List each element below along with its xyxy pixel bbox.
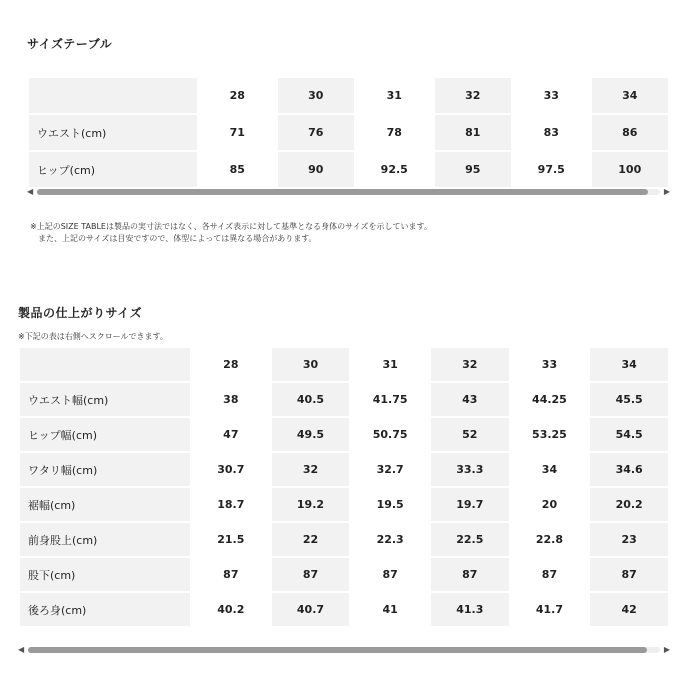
value-cell: 87: [510, 557, 590, 592]
table-row: [19, 417, 669, 452]
size-header-cell: 28: [191, 347, 271, 382]
row-label: ヒップ幅(cm): [19, 417, 191, 452]
value-cell: 95: [434, 151, 513, 188]
value-cell: 50.75: [350, 417, 430, 452]
corner-cell: [19, 347, 191, 382]
value-cell: 78: [355, 114, 434, 151]
value-cell: 19.7: [430, 487, 510, 522]
scrollbar-track[interactable]: [37, 189, 660, 195]
size-table-scrollbar[interactable]: [27, 187, 670, 197]
value-cell: 40.5: [271, 382, 351, 417]
value-cell: 85: [198, 151, 277, 188]
scroll-note: ※下記の表は右側へスクロールできます。: [18, 332, 168, 341]
table-row: [19, 557, 669, 592]
table-row: [28, 151, 669, 188]
value-cell: 97.5: [512, 151, 591, 188]
value-cell: 30.7: [191, 452, 271, 487]
size-table-notes: [30, 221, 432, 245]
value-cell: 42: [589, 592, 669, 627]
value-cell: 22: [271, 522, 351, 557]
row-label: 股下(cm): [19, 557, 191, 592]
value-cell: 52: [430, 417, 510, 452]
value-cell: 54.5: [589, 417, 669, 452]
scrollbar-track[interactable]: [28, 647, 660, 653]
value-cell: 41: [350, 592, 430, 627]
table-row: [19, 522, 669, 557]
size-header-cell: 32: [430, 347, 510, 382]
size-header-cell: 32: [434, 77, 513, 114]
value-cell: 32: [271, 452, 351, 487]
value-cell: 34: [510, 452, 590, 487]
value-cell: 18.7: [191, 487, 271, 522]
value-cell: 44.25: [510, 382, 590, 417]
row-label: ウエスト(cm): [28, 114, 198, 151]
row-label: ヒップ(cm): [28, 151, 198, 188]
value-cell: 22.5: [430, 522, 510, 557]
value-cell: 92.5: [355, 151, 434, 188]
value-cell: 87: [430, 557, 510, 592]
value-cell: 33.3: [430, 452, 510, 487]
value-cell: 22.3: [350, 522, 430, 557]
row-label: 後ろ身(cm): [19, 592, 191, 627]
value-cell: 34.6: [589, 452, 669, 487]
value-cell: 87: [271, 557, 351, 592]
table-row: [19, 382, 669, 417]
size-header-cell: 31: [355, 77, 434, 114]
finished-size-title: 製品の仕上がりサイズ: [18, 306, 143, 320]
scroll-left-icon[interactable]: ◀: [27, 187, 34, 196]
value-cell: 87: [589, 557, 669, 592]
value-cell: 40.7: [271, 592, 351, 627]
value-cell: 86: [591, 114, 670, 151]
size-header-cell: 34: [591, 77, 670, 114]
value-cell: 41.7: [510, 592, 590, 627]
scroll-left-icon[interactable]: ◀: [18, 645, 25, 654]
scrollbar-thumb[interactable]: [28, 647, 647, 653]
value-cell: 22.8: [510, 522, 590, 557]
value-cell: 87: [191, 557, 271, 592]
row-label: 前身股上(cm): [19, 522, 191, 557]
row-label: 裾幅(cm): [19, 487, 191, 522]
scroll-right-icon[interactable]: ▶: [663, 645, 670, 654]
size-header-cell: 31: [350, 347, 430, 382]
row-label: ワタリ幅(cm): [19, 452, 191, 487]
scroll-right-icon[interactable]: ▶: [663, 187, 670, 196]
size-table-title: サイズテーブル: [27, 37, 113, 51]
corner-cell: [28, 77, 198, 114]
value-cell: 32.7: [350, 452, 430, 487]
value-cell: 45.5: [589, 382, 669, 417]
value-cell: 23: [589, 522, 669, 557]
value-cell: 20: [510, 487, 590, 522]
value-cell: 90: [277, 151, 356, 188]
value-cell: 81: [434, 114, 513, 151]
table-row: [19, 592, 669, 627]
value-cell: 41.3: [430, 592, 510, 627]
row-label: ウエスト幅(cm): [19, 382, 191, 417]
size-header-cell: 28: [198, 77, 277, 114]
table-row: [28, 114, 669, 151]
value-cell: 38: [191, 382, 271, 417]
note-line: ※上記のSIZE TABLEは製品の実寸法ではなく、各サイズ表示に対して基準となる身体のサイズを示しています。: [30, 222, 432, 231]
scrollbar-thumb[interactable]: [37, 189, 648, 195]
value-cell: 83: [512, 114, 591, 151]
value-cell: 100: [591, 151, 670, 188]
value-cell: 47: [191, 417, 271, 452]
size-header-cell: 33: [510, 347, 590, 382]
size-header-cell: 34: [589, 347, 669, 382]
value-cell: 49.5: [271, 417, 351, 452]
table-row: [19, 452, 669, 487]
value-cell: 43: [430, 382, 510, 417]
size-header-cell: 30: [271, 347, 351, 382]
finished-table-scrollbar[interactable]: [18, 645, 670, 655]
size-header-cell: 33: [512, 77, 591, 114]
value-cell: 20.2: [589, 487, 669, 522]
size-header-cell: 30: [277, 77, 356, 114]
finished-size-table: [18, 346, 670, 628]
header-row: [28, 77, 669, 114]
value-cell: 41.75: [350, 382, 430, 417]
header-row: [19, 347, 669, 382]
value-cell: 53.25: [510, 417, 590, 452]
value-cell: 71: [198, 114, 277, 151]
note-line: また、上記のサイズは目安ですので、体型によっては異なる場合があります。: [30, 234, 317, 243]
value-cell: 21.5: [191, 522, 271, 557]
value-cell: 87: [350, 557, 430, 592]
value-cell: 76: [277, 114, 356, 151]
value-cell: 19.2: [271, 487, 351, 522]
table-row: [19, 487, 669, 522]
value-cell: 40.2: [191, 592, 271, 627]
size-table: [27, 76, 670, 189]
value-cell: 19.5: [350, 487, 430, 522]
